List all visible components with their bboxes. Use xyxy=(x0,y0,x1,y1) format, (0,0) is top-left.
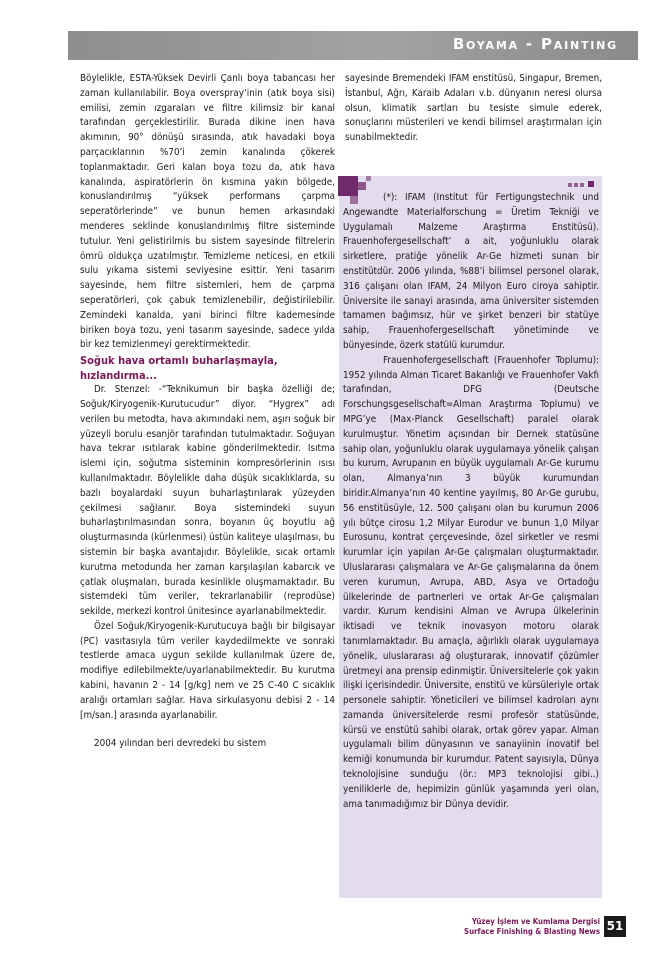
section-title: Boyama - Painting xyxy=(452,35,618,53)
journal-title-tr: Yüzey İşlem ve Kumlama Dergisi xyxy=(471,917,600,926)
page-number: 51 xyxy=(604,916,626,937)
journal-title xyxy=(464,917,600,937)
body-paragraph: Özel Soğuk/Kiryogenik-Kurutucuya bağlı bir bilgisayar (PC) vasıtasıyla tüm veriler kaydedilmekte ve sonraki testlerde amaca uygun sekilde kullanılmak üzere de, modifiye edilebilmekte/uyarlanabilmektedir. Bu kurutma kabini, havanın 2 - 14 [g/kg] nem ve 25 C-40 C sıcaklık aralığı ortamları sağlar. Hava sirkulasyonu debisi 2 - 14 [m/san.] arasında ayarlanabilir. xyxy=(80,620,335,721)
info-paragraph: Frauenhofergesellschaft (Frauenhofer Toplumu): 1952 yılında Alman Ticaret Bakanlığı ve Frauenhofer Vakfı tarafından, DFG (Deutsche Forschungsgesellschaft=Alman Araştırma Toplumu) ve MPG’ye (Max-Planck Gesellschaft) paralel olarak kurulmuştur. Yönetim açısından bir Dernek statüsüne sahip olan, yoğunluklu olarak uygulamaya yönelik çalışan bu kurum, Avrupanın en büyük uygulamalı Ar-Ge kurumu olan, Almanya’nın 3 büyük kurumundan biridir.Almanya’nın 40 kentine yayılmış, 80 Ar-Ge gurubu, 56 enstitüsüyle, 12. 500 çalışanı olan bu kurumun 2006 yılı bütçe cirosu 1,2 Milyar Eurodur ve bunun 1,0 Milyar Eurosunu, kontrat çerçevesinde, özel sirketler ve resmi kurumlar için yapılan Ar-Ge çalışmaları oluşturmaktadır. Uluslararası çalışmalara ve Ar-Ge çalışmalarına da önem veren kurumun, Avrupa, ABD, Asya ve Ortadoğu ülkelerinde de partnerleri ve ortak Ar-Ge çalışmaları vardır. Kurum kendisini Alman ve Avrupa ülkelerinin iktisadi ve teknik inovasyon motoru olarak tanımlamaktadır. Bu amaçla, ağırlıklı olarak uygulamaya yönelik, uluslararası ağ oluşturarak, innovatif çözümler üretmeyi ana prensip edinmiştir. Üniversitelerle çok yakın ilişki içerisindedir. Üniversite, enstitü ve kürsüleriyle ortak personele sahiptir. Yöneticileri ve bilimsel kadroları aynı zamanda üniversitelerde resmi profesör statüsünde, kürsü ve enstütü sahibi olarak, ortak görev yapar. Alman uygulamalı bilim dünyasının ve sanayiinin inovatif bel kemiği konumunda bir kurumdur. Patent sayısıyla, Dünya teknolojisine sunduğu (ör.: MP3 teknolojisi gibi..) yeniliklerle de, hepimizin günlük yaşamında yeri olan, ama tanımadığımız bir Dünya devidir. xyxy=(343,354,599,810)
info-box-text xyxy=(343,191,599,812)
journal-title-en: Surface Finishing & Blasting News xyxy=(464,927,600,936)
section-header-band xyxy=(68,31,638,60)
body-paragraph: 2004 yılından beri devredeki bu sistem xyxy=(94,738,267,750)
body-paragraph: Dr. Stenzel: -“Teknikumun bir başka özelliği de; Soğuk/Kiryogenik-Kurutucudur” diyor. “Hygrex” adı verilen bu metodta, hava akımındaki nem, aşırı soğuk bir yüzeyli borulu esanjör tarafından tutulmaktadır. Soğuyan hava tekrar ısıtılarak kabine gönderilmektedir. Isıtma islemi için, soğutma sisteminin kompresörlerinin ısısı kullanılmaktadır. Böylelikle daha düşük sıcaklıklarda, su bazlı boyalardaki suyun buharlaştırılarak yüzeyden çekilmesi sağlanır. Boya sistemindeki suyun buharlaştırılmasından sonra, boyanın üç boyutlu ağ oluşturmasında (kürlenmesi) üstün kaliteye ulaşılması, bu sistemin bir başka avantajıdır. Böylelikle, sıcak ortamlı kurutma metodunda her zaman karşılaşılan kabarcık ve çatlak oluşmaları, burada kesinlikle oluşmamaktadır. Bu sistemdeki tüm veriler, tekrarlanabilir (reprodüse) sekilde, merkezi kontrol ünitesince ayarlanabilmektedir. xyxy=(80,384,336,618)
info-paragraph: (*): IFAM (Institut für Fertigungstechnik und Angewandte Materialforschung = Üretim Tekniği ve Uygulamalı Malzeme Araştırma Enstitüsü). Frauenhofergesellschaft’ a ait, yoğunluklu olarak sirketlere, pratiğe yönelik Ar-Ge hizmeti sunan bir enstitütdür. 2006 yılında, %88’i bilimsel personel olarak, 316 çalışanı olan IFAM, 24 Milyon Euro ciroya sahiptir. Üniversite ile sanayi arasında, ama üniversiter sistemden tamamen bağımsız, hür ve şirket benzeri bir statüye sahip, Frauenhofergesellschaft yönetiminde ve bünyesinde, özerk statülü kurumdur. xyxy=(343,192,599,351)
right-column xyxy=(345,72,602,146)
body-paragraph: sayesinde Bremendeki IFAM enstitüsü, Singapur, Bremen, İstanbul, Ağrı, Karaib Adaları v.b. dünyanın neresi olursa olsun, klimatik sartları bu tesiste simule ederek, sonuçlarını müsterileri ve kendi bilimsel araştırmaları için sunabilmektedir. xyxy=(345,73,602,144)
subhead: Soğuk hava ortamlı buharlaşmayla, hızlandırma... xyxy=(80,354,278,383)
left-column xyxy=(80,72,335,752)
body-paragraph: Böylelikle, ESTA-Yüksek Devirli Çanlı boya tabancası her zaman kullanılabilir. Boya overspray’inin (atık boya sisi) emilisi, zemin ızgaraları ve filtre kilimsiz bir kanal tarafından gerçeklestirilir. Burada dikine inen hava akımının, 90° dönüşü sırasında, atık havadaki boya parçacıklarının %70’i zemin kanalında çökerek toplanmaktadır. Geri kalan boya tozu da, atık hava kanalında, aspiratörlerin ön kısmına yakın bölgede, konuslandırılmış “yüksek performans çarpma seperatörlerinde” ve bunun hemen arkasındaki menderes seklinde konuslandırılmış filtre sisteminde tutulur. Yeni gelistirilmis bu sistem sayesinde filtrelerin ömrü oldukça uzatılmıştır. Temizleme neticesi, en etkili sulu yıkama sistemi seviyesine esittir. Yeni tasarım sayesinde, hem filtre sistemleri, hem de çarpma seperatörleri, çok çabuk temizlenebilir, değistirilebilir. Zemindeki kanalda, yani birinci filtre kademesinde biriken boya tozu, yeni tasarım sayesinde, sadece yılda bir kez temizlenmeyi gerektirmektedir. xyxy=(80,73,335,351)
